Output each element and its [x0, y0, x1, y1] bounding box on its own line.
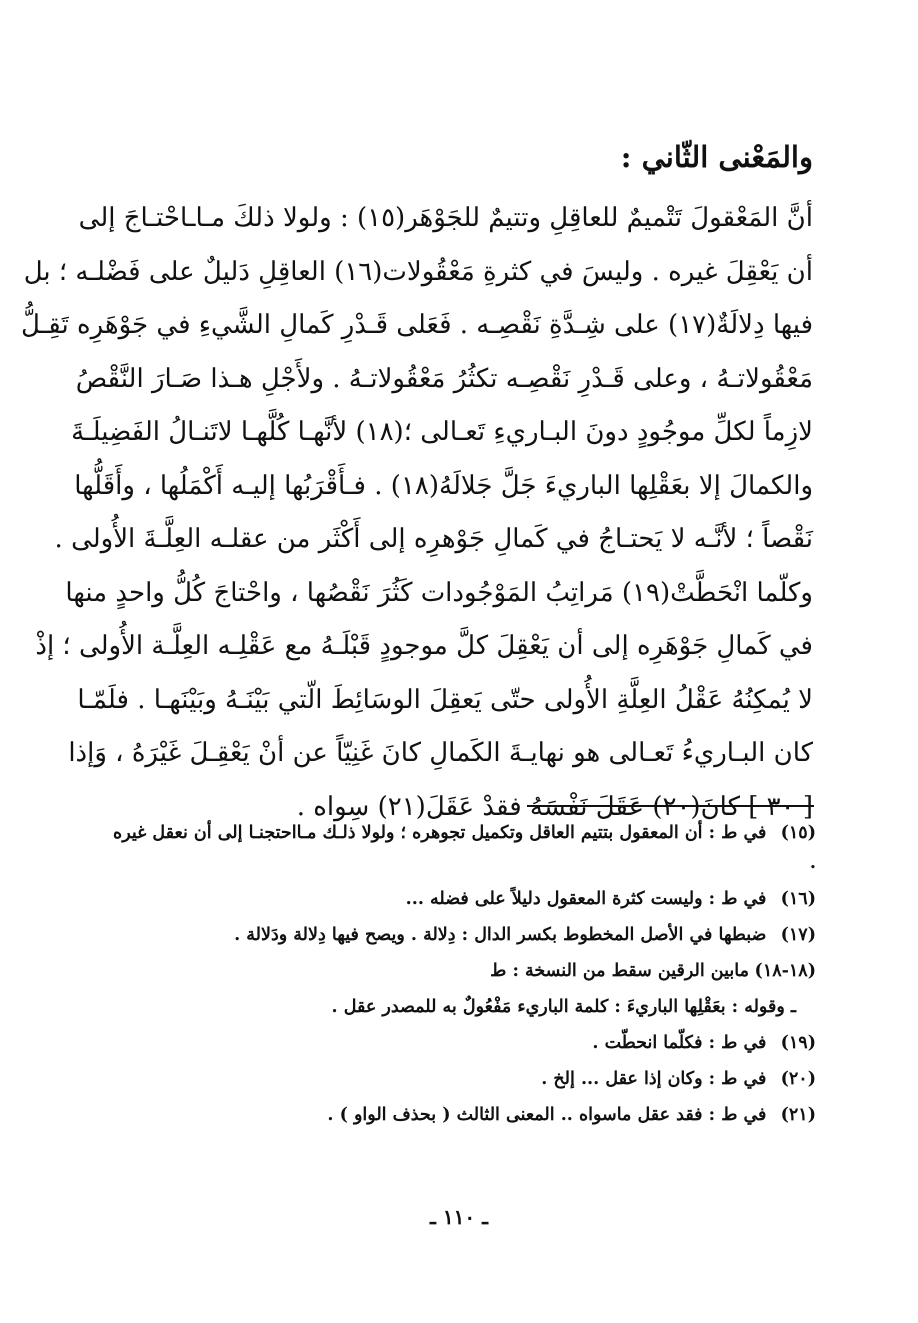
footnote-15: [106, 818, 816, 878]
footnote-text: ضبطها في الأصل المخطوط بكسر الدال : دِلالة . ويصح فيها دِلالة ودَلالة .: [234, 925, 767, 945]
page-number: ـ ١١٠ ـ: [430, 1205, 488, 1229]
text-line: في كَمالِ جَوْهَرِه إلى أن يَعْقِلَ كلَّ موجودٍ قَبْلَـهُ مع عَقْلِـه العِلَّـة الأُولى ؛ إذْ: [35, 631, 813, 661]
text-line: لازِماً لكلِّ موجُودٍ دونَ البـاريءِ تَعـالى ؛(١٨) لأنَّهـا كُلَّهـا لاتَنـالُ الفَضِيلَـةَ: [71, 417, 813, 447]
footnote-19: [106, 1028, 816, 1058]
footnote-divider: [527, 805, 814, 807]
footnote-text: مابين الرقين سقط من النسخة : ط: [490, 961, 749, 981]
footnote-number: (١٨-١٨): [754, 961, 816, 981]
main-text: [20, 192, 813, 834]
footnote-text: في ط : فقد عقل ماسواه .. المعنى الثالث ( بحذف الواو ) .: [327, 1105, 767, 1125]
text-line: وكلّما انْحَطَّتْ(١٩) مَراتِبُ المَوْجُودات كَثُرَ نَقْصُها ، واحْتاجَ كُلُّ واحدٍ منها: [65, 577, 813, 608]
footnote-number: (٢٠): [780, 1069, 816, 1089]
footnotes: [106, 818, 816, 1136]
footnote-17: [106, 920, 816, 950]
text-line: والكمالَ إلا بعَقْلِها الباريءَ جَلَّ جَلالَهُ(١٨) . فـأَقْرَبُها إليـه أَكْمَلُها ، وأَقَلُّها: [74, 470, 813, 501]
footnote-number: (١٥): [780, 823, 816, 843]
footnote-21: [106, 1100, 816, 1130]
text-line: كان البـاريءُ تَعـالى هو نهايـةَ الكَمالِ كانَ غَنِيّاً عن أنْ يَعْقِـلَ غَيْرَهُ ، وَإذا: [68, 738, 813, 768]
footnote-20: [106, 1064, 816, 1094]
text-line: [ ٣٠ ] كانَ(٢٠) عَقَلَ نَفْسَهُ فقدْ عَقَلَ(٢١) سِواه .: [296, 791, 813, 822]
text-line: أنَّ المَعْقولَ تَتْميمٌ للعاقِلِ وتتيمٌ للجَوْهَر(١٥) : ولولا ذلكَ مـاـاحْتـاجَ إلى: [78, 203, 813, 233]
footnote-18: [106, 956, 816, 986]
text-line: نَقْصاً ؛ لأنَّـه لا يَحتـاجُ في كَمالِ جَوْهرِه إلى أَكْثَر من عقلـه العِلَّـةَ الأُولى .: [54, 524, 813, 554]
footnote-number: (١٩): [780, 1033, 816, 1053]
section-heading: والمَعْنى الثّاني :: [620, 140, 813, 174]
footnote-18-note: [106, 992, 796, 1022]
text-line: فيها دِلالَةٌ(١٧) على شِـدَّةِ نَقْصِـه . فَعَلى قَـدْرِ كَمالِ الشَّيءِ في جَوْهَرِه تَقِـلُّ: [20, 310, 813, 340]
footnote-text: ـ وقوله : بعَقْلِها الباريءَ : كلمة الباريء مَفْعُولٌ به للمصدر عقل .: [331, 997, 796, 1017]
footnote-16: [106, 884, 816, 914]
footnote-text: في ط : فكلّما انحطّت .: [592, 1033, 767, 1053]
footnote-number: (١٦): [780, 889, 816, 909]
footnote-text: في ط : وكان إذا عقل ... إلخ .: [541, 1069, 767, 1089]
text-line: أن يَعْقِلَ غيره . وليسَ في كثرةِ مَعْقُولات(١٦) العاقِلِ دَليلٌ على فَضْلـه ؛ بل: [23, 256, 813, 287]
text-line: مَعْقُولاتـهُ ، وعلى قَـدْرِ نَقْصِـه تكثُرُ مَعْقُولاتـهُ . ولأَجْلِ هـذا صَـارَ النَّقْصُ: [75, 363, 813, 394]
footnote-text: في ط : وليست كثرة المعقول دليلاً على فضله ...: [405, 889, 767, 909]
footnote-number: (١٧): [780, 925, 816, 945]
footnote-number: (٢١): [780, 1105, 816, 1125]
footnote-text: في ط : أن المعقول بتتيم العاقل وتكميل تجوهره ؛ ولولا ذلـك مـااحتجنـا إلى أن نعقل غيره .: [113, 823, 816, 873]
text-line: لا يُمكِنُهُ عَقْلُ العِلَّةِ الأُولى حتّى يَعقِلَ الوسَائِطَ الّتي بَيْنَـهُ وبَيْنَهـا . فلَمّـا: [77, 684, 813, 715]
